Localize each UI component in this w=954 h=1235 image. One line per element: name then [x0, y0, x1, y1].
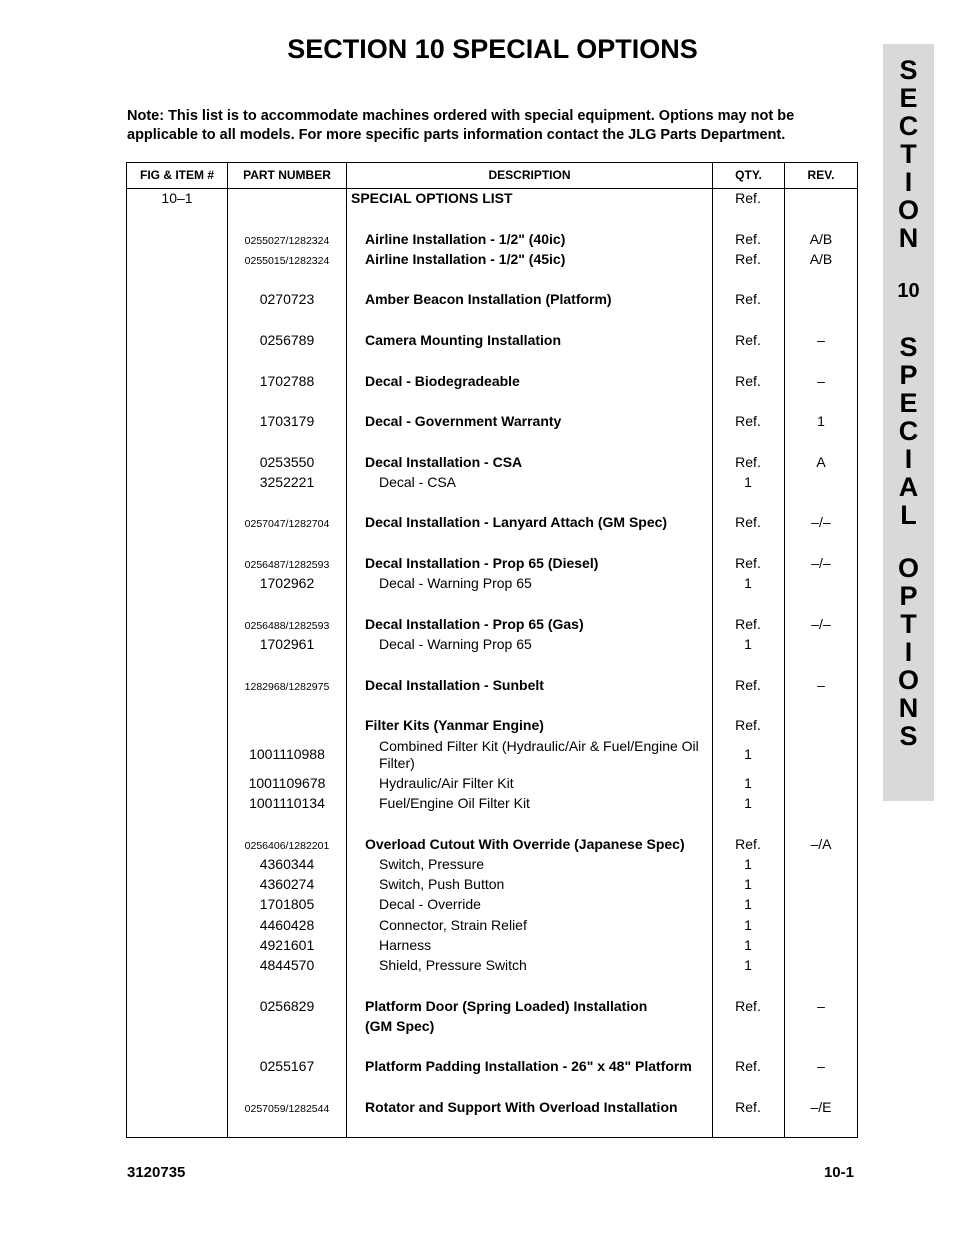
part-number-cell: 0256487/1282593 [244, 559, 330, 571]
qty-cell: Ref. [735, 373, 761, 389]
description-cell: Overload Cutout With Override (Japanese Spec) [365, 836, 685, 852]
description-cell: (GM Spec) [365, 1018, 435, 1034]
qty-cell: Ref. [735, 1058, 761, 1074]
document-number: 3120735 [127, 1164, 186, 1181]
sidebar-letter: O [897, 553, 919, 583]
page-title: SECTION 10 SPECIAL OPTIONS [287, 34, 698, 64]
description-cell: Platform Door (Spring Loaded) Installation [365, 998, 648, 1014]
qty-cell: Ref. [735, 291, 761, 307]
qty-cell: 1 [744, 746, 752, 762]
part-number-cell: 1703179 [259, 413, 315, 429]
description-cell: Platform Padding Installation - 26" x 48" Platform [365, 1058, 692, 1074]
rev-cell: –/– [811, 514, 831, 530]
part-number-cell: 0255015/1282324 [244, 255, 330, 267]
qty-cell: Ref. [735, 677, 761, 693]
rev-cell: –/– [811, 616, 831, 632]
part-number-cell: 0257059/1282544 [244, 1103, 330, 1115]
qty-cell: Ref. [735, 454, 761, 470]
qty-cell: 1 [744, 896, 752, 912]
part-number-cell: 0253550 [259, 454, 315, 470]
sidebar-letter: E [899, 388, 918, 418]
description-cell: Switch, Pressure [379, 856, 485, 872]
description-cell: Hydraulic/Air Filter Kit [379, 775, 514, 791]
sidebar-letter: T [900, 609, 917, 639]
qty-cell: Ref. [735, 616, 761, 632]
sidebar-letter: S [899, 332, 918, 362]
description-cell: Decal Installation - Prop 65 (Diesel) [365, 555, 599, 571]
description-cell: Airline Installation - 1/2" (40ic) [365, 231, 566, 247]
part-number-cell: 0256406/1282201 [244, 840, 330, 852]
description-cell: Amber Beacon Installation (Platform) [365, 291, 612, 307]
part-number-cell: 1702961 [259, 636, 315, 652]
description-cell: Decal - Override [379, 896, 481, 912]
sidebar-letter: I [904, 167, 913, 197]
part-number-cell: 0256789 [259, 332, 315, 348]
qty-cell: Ref. [735, 1099, 761, 1115]
qty-cell: 1 [744, 775, 752, 791]
part-number-cell: 1001110134 [249, 795, 325, 811]
description-cell: Decal Installation - Prop 65 (Gas) [365, 616, 584, 632]
page-number: 10-1 [823, 1164, 854, 1181]
description-cell: Decal - CSA [379, 474, 457, 490]
qty-cell: 1 [744, 575, 752, 591]
qty-cell: 1 [744, 636, 752, 652]
description-cell: Decal - Warning Prop 65 [379, 575, 532, 591]
sidebar-letter: S [899, 55, 918, 85]
rev-cell: – [817, 1058, 825, 1074]
part-number-cell: 1001110988 [249, 746, 325, 762]
sidebar-letter: L [900, 500, 917, 530]
qty-cell: Ref. [735, 555, 761, 571]
part-number-cell: 0270723 [259, 291, 315, 307]
qty-cell: Ref. [735, 190, 761, 206]
rev-cell: –/A [810, 836, 832, 852]
rev-cell: –/E [810, 1099, 832, 1115]
sidebar-letter: T [900, 139, 917, 169]
sidebar-section-number: 10 [897, 280, 920, 302]
header-fig-item: FIG & ITEM # [139, 168, 214, 182]
description-cell: Filter Kits (Yanmar Engine) [365, 717, 544, 733]
description-cell: Fuel/Engine Oil Filter Kit [379, 795, 530, 811]
sidebar-letter: I [904, 444, 913, 474]
qty-cell: Ref. [735, 413, 761, 429]
rev-cell: A [816, 454, 826, 470]
description-cell: Connector, Strain Relief [379, 917, 527, 933]
rev-cell: – [817, 998, 825, 1014]
part-number-cell: 0255167 [259, 1058, 315, 1074]
header-qty: QTY. [735, 168, 762, 182]
sidebar-letter: N [898, 223, 919, 253]
description-cell: Switch, Push Button [379, 876, 505, 892]
part-number-cell: 1702788 [259, 373, 315, 389]
qty-cell: Ref. [735, 231, 761, 247]
section-tab [883, 44, 934, 801]
column-divider [784, 163, 785, 1137]
note-text: Note: This list is to accommodate machines ordered with special equipment. Options may not be applicable to all models. For more specific parts information contact the JLG Parts Department. [127, 108, 795, 143]
description-cell: Decal - Warning Prop 65 [379, 636, 532, 652]
part-number-cell: 3252221 [259, 474, 315, 490]
sidebar-letter: I [904, 637, 913, 667]
qty-cell: Ref. [735, 717, 761, 733]
part-number-cell: 1701805 [259, 896, 315, 912]
header-description: DESCRIPTION [488, 168, 571, 182]
qty-cell: 1 [744, 474, 752, 490]
description-cell: Decal - Government Warranty [365, 413, 562, 429]
rev-cell: – [817, 677, 825, 693]
rev-cell: A/B [809, 251, 833, 267]
part-number-cell: 0255027/1282324 [244, 235, 330, 247]
qty-cell: 1 [744, 856, 752, 872]
part-number-cell: 1702962 [259, 575, 315, 591]
column-divider [346, 163, 347, 1137]
qty-cell: Ref. [735, 836, 761, 852]
qty-cell: 1 [744, 957, 752, 973]
rev-cell: A/B [809, 231, 833, 247]
sidebar-letter: O [897, 665, 919, 695]
sidebar-letter: P [899, 360, 918, 390]
part-number-cell: 4921601 [259, 937, 315, 953]
description-cell: Shield, Pressure Switch [379, 957, 527, 973]
qty-cell: Ref. [735, 332, 761, 348]
qty-cell: Ref. [735, 998, 761, 1014]
description-cell: Rotator and Support With Overload Installation [365, 1099, 678, 1115]
sidebar-letter: E [899, 83, 918, 113]
part-number-cell: 1001109678 [248, 775, 326, 791]
description-cell: Decal Installation - Lanyard Attach (GM Spec) [365, 514, 668, 530]
fig-item-cell: 10–1 [161, 190, 193, 206]
description-cell: Decal Installation - Sunbelt [365, 677, 544, 693]
qty-cell: 1 [744, 937, 752, 953]
sidebar-letter: C [898, 111, 919, 141]
header-rev: REV. [807, 168, 835, 182]
part-number-cell: 1282968/1282975 [244, 681, 330, 693]
description-cell: Camera Mounting Installation [365, 332, 562, 348]
description-cell: Harness [379, 937, 432, 953]
part-number-cell: 4360274 [259, 876, 315, 892]
description-cell: Decal - Biodegradeable [365, 373, 520, 389]
part-number-cell: 4460428 [259, 917, 315, 933]
sidebar-letter: S [899, 721, 918, 751]
sidebar-letter: C [898, 416, 919, 446]
part-number-cell: 4844570 [259, 957, 315, 973]
part-number-cell: 0256488/1282593 [244, 620, 330, 632]
rev-cell: 1 [817, 413, 825, 429]
description-cell: SPECIAL OPTIONS LIST [351, 190, 513, 206]
sidebar-letter: O [897, 195, 919, 225]
part-number-cell: 4360344 [259, 856, 315, 872]
sidebar-letter: P [899, 581, 918, 611]
part-number-cell: 0257047/1282704 [244, 518, 330, 530]
rev-cell: – [817, 373, 825, 389]
parts-table [126, 162, 858, 1138]
description-cell: Airline Installation - 1/2" (45ic) [365, 251, 566, 267]
qty-cell: 1 [744, 795, 752, 811]
header-part-number: PART NUMBER [243, 168, 331, 182]
qty-cell: 1 [744, 917, 752, 933]
qty-cell: 1 [744, 876, 752, 892]
rev-cell: – [817, 332, 825, 348]
qty-cell: Ref. [735, 514, 761, 530]
sidebar-letter: N [898, 693, 919, 723]
description-cell: Combined Filter Kit (Hydraulic/Air & Fuel/Engine Oil Filter) [379, 738, 699, 771]
description-cell: Decal Installation - CSA [365, 454, 523, 470]
sidebar-letter: A [898, 472, 919, 502]
qty-cell: Ref. [735, 251, 761, 267]
header-divider [127, 188, 857, 189]
part-number-cell: 0256829 [259, 998, 315, 1014]
rev-cell: –/– [811, 555, 831, 571]
